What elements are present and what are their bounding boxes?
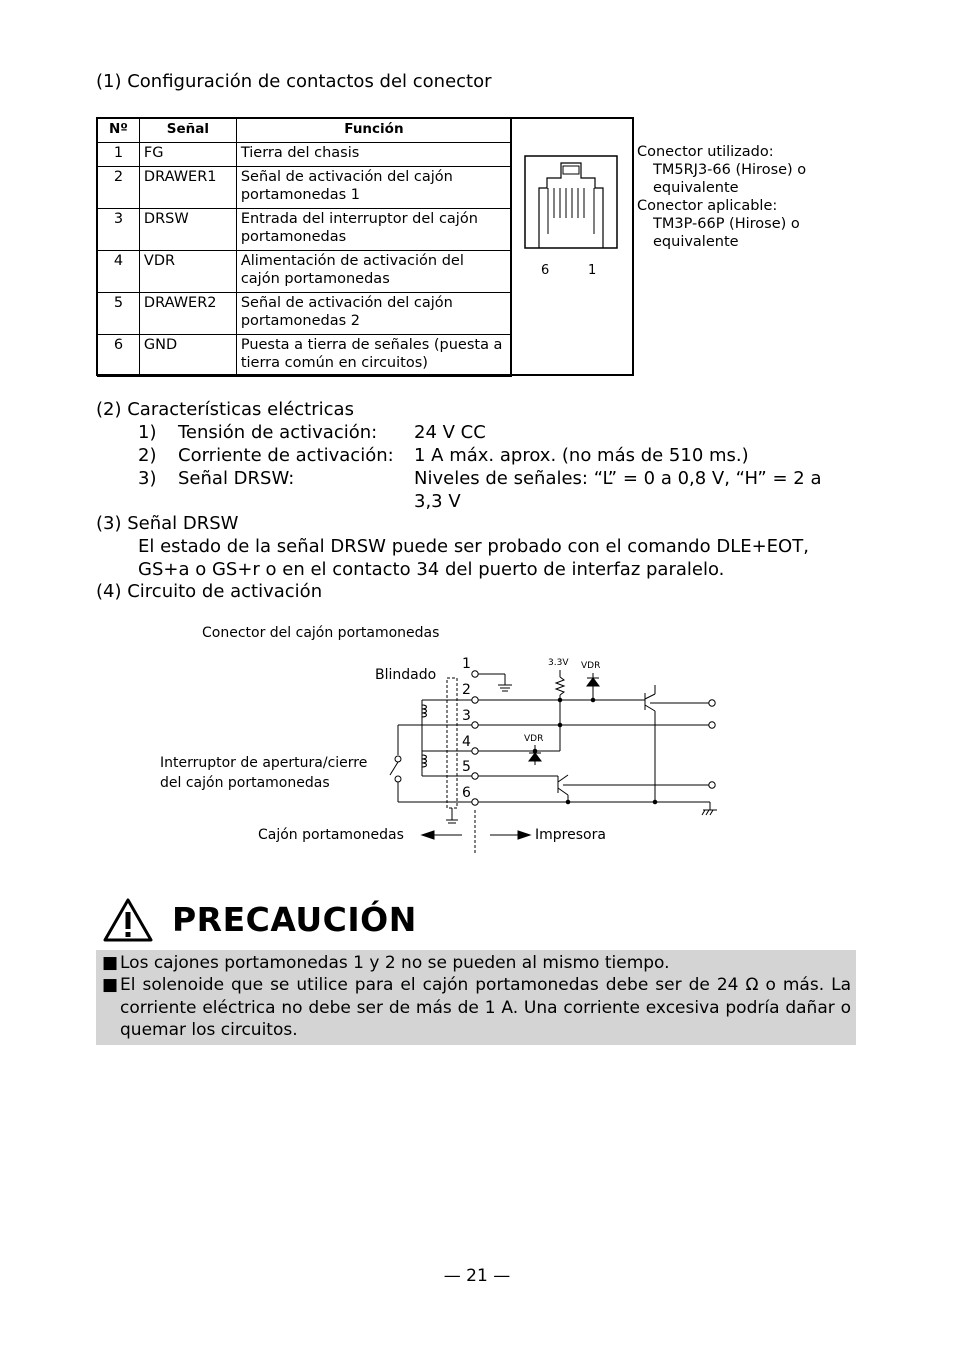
connector-notes [637, 143, 806, 251]
note-applicable-equiv: equivalente [653, 234, 739, 250]
caution-bullet-2-line1: El solenoide que se utilice para el cajón portamonedas debe ser de 24 Ω o más. La [120, 975, 851, 995]
pin-number: 3 [98, 209, 140, 251]
note-applicable-part: TM3P-66P (Hirose) o [653, 216, 800, 232]
section-3-line1: El estado de la señal DRSW puede ser probado con el comando DLE+EOT, [138, 536, 809, 557]
spec-num-2: 2) [138, 445, 157, 466]
section-3-line2: GS+a o GS+r o en el contacto 34 del puerto de interfaz paralelo. [138, 559, 725, 580]
col-header-function: Función [236, 119, 511, 143]
spec-label-1: Tensión de activación: [178, 422, 378, 443]
connector-caption: Conector del cajón portamonedas [202, 625, 440, 641]
note-applicable-label: Conector aplicable: [637, 198, 778, 214]
v33-label: 3.3V [548, 658, 569, 668]
pin-function-line1: Señal de activación del cajón [240, 295, 453, 311]
caution-bullet-1: Los cajones portamonedas 1 y 2 no se pueden al mismo tiempo. [120, 953, 670, 973]
switch-label-line1: Interruptor de apertura/cierre [160, 755, 368, 771]
pin-signal: GND [139, 335, 236, 377]
connector-table-frame [96, 117, 634, 376]
connector-pin-6-label: 6 [541, 263, 550, 278]
bullet-square-icon: ■ [102, 975, 119, 995]
spec-value-2: 1 A máx. aprox. (no más de 510 ms.) [414, 445, 749, 466]
rj-connector-icon [523, 154, 623, 284]
pin-signal: FG [139, 143, 236, 167]
circuit-pin-4: 4 [462, 734, 471, 750]
pin-table-header [98, 119, 512, 143]
circuit-pin-2: 2 [462, 682, 471, 698]
circuit-pin-5: 5 [462, 759, 471, 775]
pin-function-line1: Alimentación de activación del [240, 253, 464, 269]
pin-signal: DRAWER2 [139, 293, 236, 335]
pin-number: 4 [98, 251, 140, 293]
spec-value-3: Niveles de señales: “L” = 0 a 0,8 V, “H” = 2 a [414, 468, 822, 489]
bullet-square-icon: ■ [102, 953, 119, 973]
circuit-pin-6: 6 [462, 785, 471, 801]
caution-title: PRECAUCIÓN [172, 900, 417, 939]
circuit-wiring [390, 670, 717, 853]
note-used-part: TM5RJ3-66 (Hirose) o [653, 162, 807, 178]
table-row [98, 335, 512, 377]
switch-label-line2: del cajón portamonedas [160, 775, 330, 791]
pin-function-line1: Puesta a tierra de señales (puesta a [240, 337, 503, 353]
table-row [98, 293, 512, 335]
caution-bullet-2-line3: quemar los circuitos. [120, 1020, 298, 1040]
spec-num-3: 3) [138, 468, 157, 489]
pin-function [236, 293, 511, 335]
warning-triangle-icon [102, 897, 154, 943]
pin-function [236, 251, 511, 293]
connector-pin-1-label: 1 [588, 263, 597, 278]
section-2-title: (2) Características eléctricas [96, 399, 354, 420]
section-1-title: (1) Configuración de contactos del conector [96, 71, 492, 92]
pin-signal: DRAWER1 [139, 167, 236, 209]
spec-value-1: 24 V CC [414, 422, 486, 443]
pin-function-line2: portamonedas 2 [240, 313, 361, 329]
table-row [98, 167, 512, 209]
spec-label-2: Corriente de activación: [178, 445, 394, 466]
table-divider [510, 117, 512, 376]
printer-side-label: Impresora [535, 827, 606, 843]
circuit-pin-1: 1 [462, 656, 471, 672]
pin-function [236, 209, 511, 251]
note-used-label: Conector utilizado: [637, 144, 774, 160]
col-header-number: Nº [98, 119, 140, 143]
pin-function [236, 167, 511, 209]
pin-number: 2 [98, 167, 140, 209]
pin-number: 6 [98, 335, 140, 377]
spec-label-3: Señal DRSW: [178, 468, 295, 489]
vdr-label-top: VDR [581, 661, 601, 671]
pin-function [236, 143, 511, 167]
pin-function-line2: portamonedas [240, 229, 347, 245]
vdr-label-mid: VDR [524, 734, 544, 744]
pin-table [97, 118, 512, 377]
table-row [98, 251, 512, 293]
caution-bullet-2-line2: corriente eléctrica no debe ser de más de 1 A. Una corriente excesiva podría dañar o [120, 998, 851, 1018]
page-number: — 21 — [443, 1266, 511, 1286]
section-4-title: (4) Circuito de activación [96, 581, 323, 602]
pin-number: 5 [98, 293, 140, 335]
col-header-signal: Señal [139, 119, 236, 143]
spec-value-3-cont: 3,3 V [414, 491, 461, 512]
pin-function-line1: Tierra del chasis [240, 145, 360, 161]
shield-label: Blindado [375, 667, 437, 683]
table-row [98, 143, 512, 167]
pin-function-line1: Señal de activación del cajón [240, 169, 453, 185]
pin-function-line1: Entrada del interruptor del cajón [240, 211, 478, 227]
circuit-pin-3: 3 [462, 708, 471, 724]
pin-signal: DRSW [139, 209, 236, 251]
pin-function-line2: cajón portamonedas [240, 271, 390, 287]
section-3-title: (3) Señal DRSW [96, 513, 239, 534]
pin-signal: VDR [139, 251, 236, 293]
pin-number: 1 [98, 143, 140, 167]
pin-function-line2: tierra común en circuitos) [240, 355, 428, 371]
caution-box [96, 950, 856, 1045]
table-row [98, 209, 512, 251]
pin-function [236, 335, 511, 377]
drive-circuit-diagram [150, 615, 730, 860]
drawer-side-label: Cajón portamonedas [258, 827, 404, 843]
note-used-equiv: equivalente [653, 180, 739, 196]
spec-num-1: 1) [138, 422, 157, 443]
pin-function-line2: portamonedas 1 [240, 187, 361, 203]
